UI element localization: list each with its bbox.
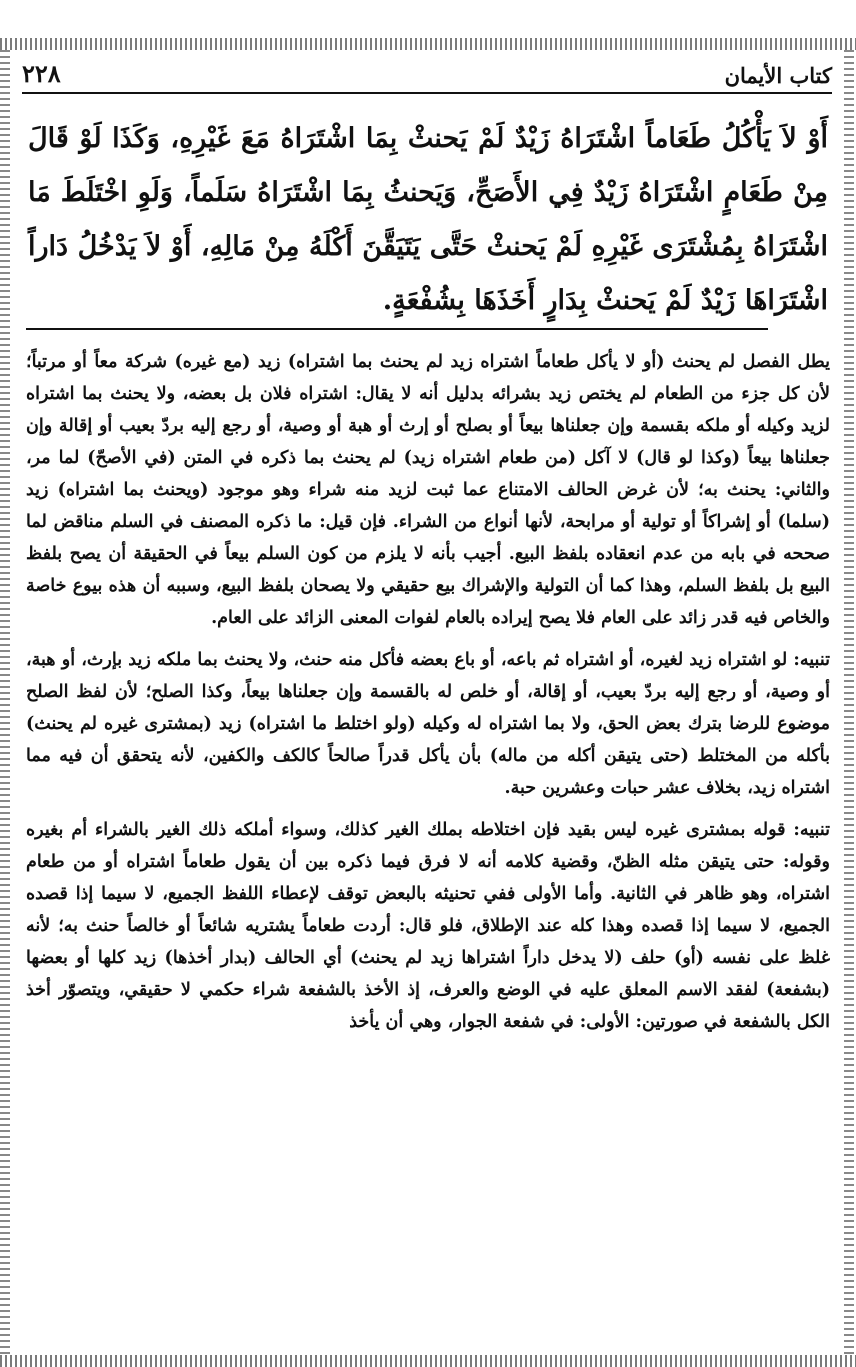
sharh-paragraph: يطل الفصل لم يحنث (أو لا يأكل طعاماً اشتراه زيد لم يحنث بما اشتراه) زيد (مع غيره) شركة معاً أو مرتباً؛ لأن كل جزء من الطعام لم يختص زيد بشرائه بدليل أنه لا يقال: اشتراه فلان بل بعضه، ولا يحنث بما اشتراه لزيد وكيله أو ملكه بقسمة وإن جعلناها بيعاً أو بصلح أو إرث أو هبة أو وصية، أو رجع إليه بردّ بعيب أو إقالة وإن جعلناها بيعاً (وكذا لو قال) لا آكل (من طعام اشتراه زيد) لم يحنث بما ذكره في المتن (في الأصحّ) لما مر، والثاني: يحنث به؛ لأن غرض الحالف الامتناع عما ثبت لزيد منه شراء وهو موجود (ويحنث بما اشتراه) زيد (سلما) أو إشراكاً أو تولية أو مرابحة، لأنها أنواع من الشراء. فإن قيل: ما ذكره المصنف في السلم مناقض لما صححه في بابه من عدم انعقاده بلفظ البيع. أجيب بأنه لا يلزم من كون السلم بيعاً في الحقيقة أن يصح بلفظ البيع بل بلفظ السلم، وهذا كما أن التولية والإشراك بيع حقيقي ولا يصحان بلفظ البيع، وسببه أن هذه بيوع خاصة والخاص فيه قدر زائد على العام فلا يصح إيراده بالعام لفوات المعنى الزائد على العام.: [26, 352, 830, 628]
bottom-ornament-border: [0, 1355, 856, 1367]
right-ornament-border: [844, 50, 854, 1355]
page-number: ٢٢٨: [22, 59, 61, 88]
page-header: [22, 52, 832, 94]
matn-text: أَوْ لاَ يَأْكُلُ طَعَاماً اشْتَرَاهُ زَيْدٌ لَمْ يَحنثْ بِمَا اشْتَرَاهُ مَعَ غَيْرِهِ، وَكَذَا لَوْ قَالَ مِنْ طَعَامٍ اشْتَرَاهُ زَيْدٌ فِي الأَصَحِّ، وَيَحنثُ بِمَا اشْتَرَاهُ سَلَماً، وَلَوِ اخْتَلَطَ مَا اشْتَرَاهُ بِمُشْتَرَى غَيْرِهِ لَمْ يَحنثْ حَتَّى يَتَيَقَّنَ أَكْلَهُ مِنْ مَالِهِ، أَوْ لاَ يَدْخُلُ دَاراً اشْتَرَاهَا زَيْدٌ لَمْ يَحنثْ بِدَارٍ أَخَذَهَا بِشُفْعَةٍ.: [28, 123, 828, 316]
section-divider: [26, 328, 768, 330]
book-title: كتاب الأيمان: [724, 63, 832, 88]
left-ornament-border: [0, 50, 10, 1355]
sharh-commentary: [26, 346, 830, 1048]
top-ornament-border: [0, 38, 856, 50]
sharh-paragraph: تنبيه: لو اشتراه زيد لغيره، أو اشتراه ثم باعه، أو باع بعضه فأكل منه حنث، ولا يحنث بما ملكه زيد بإرث، أو هبة، أو وصية، أو رجع إليه بردّ بعيب، أو إقالة، أو خلص له بالقسمة وإن جعلناها بيعاً، وكذا الصلح؛ لأن لفظ الصلح موضوع للرضا بترك بعض الحق، ولا بما اشتراه له وكيله (ولو اختلط ما اشتراه) زيد (بمشترى غيره لم يحنث) بأكله من المختلط (حتى يتيقن أكله من ماله) بأن يأكل قدراً صالحاً كالكف والكفين، لأنه يتحقق أن فيه مما اشتراه زيد، بخلاف عشر حبات وعشرين حبة.: [26, 650, 830, 798]
sharh-paragraph: تنبيه: قوله بمشترى غيره ليس بقيد فإن اختلاطه بملك الغير كذلك، وسواء أملكه ذلك الغير بالشراء أم بغيره وقوله: حتى يتيقن مثله الظنّ، وقضية كلامه أنه لا فرق فيما ذكره بين أن يقول طعاماً اشتراه أو من طعام اشتراه، وهو ظاهر في الثانية. وأما الأولى ففي تحنيثه بالبعض توقف لإعطاء اللفظ الجميع، لا سيما إذا قصده الجميع، لا سيما إذا قصده وهذا كله عند الإطلاق، فلو قال: أردت طعاماً يشتريه شائعاً أو خالصاً حنث به؛ لأنه غلظ على نفسه (أو) حلف (لا يدخل داراً اشتراها زيد لم يحنث) أي الحالف (بدار أخذها) زيد كلها أو بعضها (بشفعة) لفقد الاسم المعلق عليه في الوضع والعرف، إذ الأخذ بالشفعة شراء حكمي لا حقيقي، ويتصوّر أخذ الكل بالشفعة في صورتين: الأولى: في شفعة الجوار، وهي أن يأخذ: [26, 820, 830, 1032]
